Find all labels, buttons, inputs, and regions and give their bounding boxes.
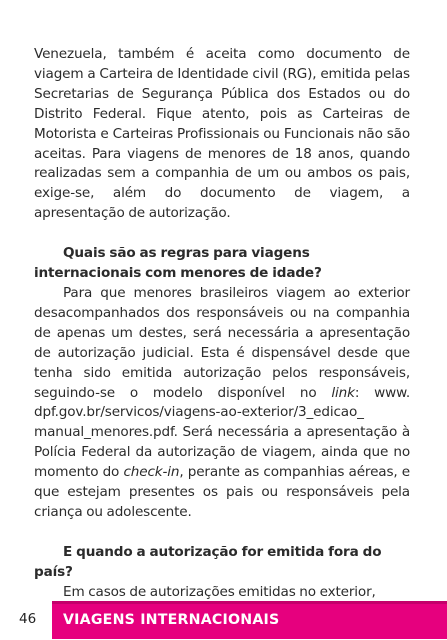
footer-band-shade — [52, 601, 447, 604]
paragraph-minors-part-c: , perante as companhias aéreas, e que estejam presentes os pais ou responsáveis pela criança ou adolescente. — [34, 464, 410, 520]
page-number: 46 — [19, 611, 37, 627]
link-term: link — [331, 384, 355, 401]
spacer — [34, 523, 410, 543]
section-title: VIAGENS INTERNACIONAIS — [63, 612, 280, 628]
paragraph-minors-part-b: : www. dpf.gov.br/servicos/viagens-ao-exterior/3_edicao_ manual_menores.pdf. Será necessária a apresentação à Polícia Federal da autorização de viagem, ainda que no momento do — [34, 384, 410, 481]
page-body — [34, 45, 410, 603]
question-minors: Quais são as regras para viagens internacionais com menores de idade? — [34, 245, 322, 282]
question-abroad: E quando a autorização for emitida fora do país? — [34, 543, 382, 580]
paragraph-abroad: Em casos de autorizações emitidas no exterior, — [63, 583, 376, 600]
checkin-term: check-in — [123, 464, 180, 481]
spacer — [34, 224, 410, 244]
paragraph-minors-part-a: Para que menores brasileiros viagem ao exterior desacompanhados dos responsáveis ou na companhia de apenas um destes, será necessária a apresentação de autorização judicial. Esta é dispensável desde que tenha sido emitida autorização pelos responsáveis, seguindo-se o modelo disponível no — [34, 284, 410, 401]
paragraph-minors — [34, 284, 410, 523]
paragraph-documents: Venezuela, também é aceita como documento de viagem a Carteira de Identidade civil (RG), emitida pelas Secretarias de Segurança Pública dos Estados ou do Distrito Federal. Fique atento, pois as Carteiras de Motorista e Carteiras Profissionais ou Funcionais não são aceitas. Para viagens de menores de 18 anos, quando realizadas sem a companhia de um ou ambos os pais, exige-se, além do documento de viagem, a apresentação de autorização. — [34, 46, 410, 222]
